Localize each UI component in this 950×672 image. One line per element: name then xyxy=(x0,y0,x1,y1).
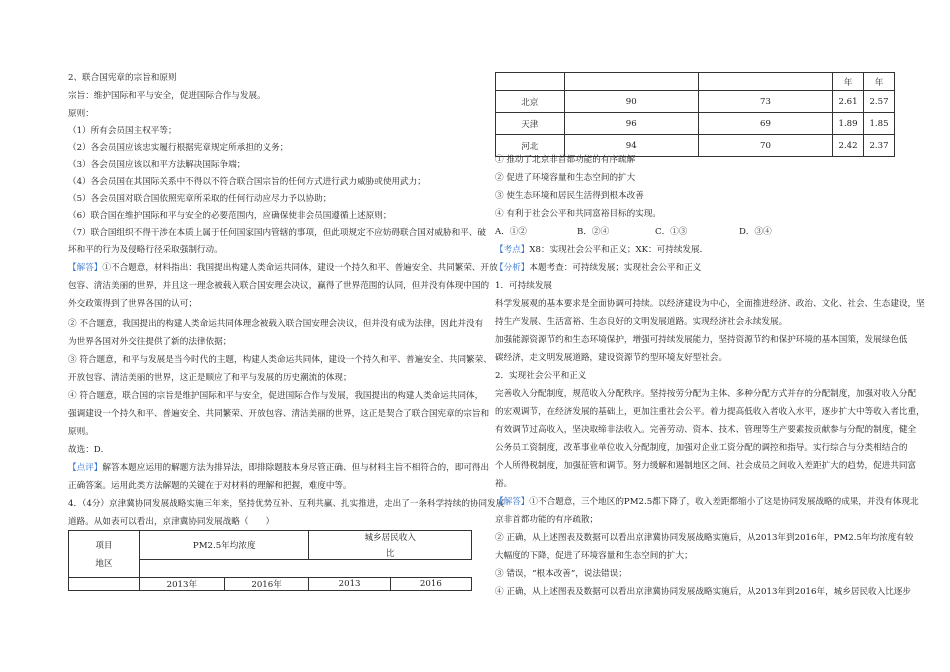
text-line: 持生产发展、生活富裕、生态良好的文明发展道路。实现经济社会永续发展。 xyxy=(495,317,788,327)
text-line: 加强能源资源节约和生态环境保护，增强可持续发展能力，坚持资源节约和保护环境的基本国策，发展绿色低 xyxy=(495,335,908,345)
text-line: 开放包容、清洁美丽的世界，这正是顺应了和平与发展的历史潮流的体现； xyxy=(68,373,352,383)
text-line: 为世界各国对外交往提供了新的法律依据； xyxy=(68,337,232,347)
table-row: 河北 94 70 2.42 2.37 xyxy=(496,135,895,157)
table-head-income: 城乡居民收入 比 xyxy=(309,531,472,560)
text-line: （5）各会员国对联合国依照宪章所采取的任何行动应尽力予以协助； xyxy=(68,194,332,204)
text-line: 正确答案。运用此类方法解题的关键在于对材料的理解和把握，难度中等。 xyxy=(68,481,352,491)
fenxi-line xyxy=(495,262,701,274)
table-head-year: 年 xyxy=(864,73,895,91)
table-head-pm: PM2.5年均浓度 xyxy=(140,531,309,560)
text-line: 碳经济，走文明发展道路，建设资源节约型环境友好型社会。 xyxy=(495,353,728,363)
answer-label: 【解答】 xyxy=(68,263,103,273)
table-year-2013: 2013年 xyxy=(140,578,225,591)
text-line: ③ 错误，“根本改善”，说法错误； xyxy=(495,569,627,579)
text-line: 外交政策得到了世界各国的认可； xyxy=(68,299,197,309)
text-line: 大幅度的下降，促进了环境容量和生态空间的扩大； xyxy=(495,551,693,561)
text-line: （3）各会员国应该以和平方法解决国际争端； xyxy=(68,160,246,170)
text-line: （7）联合国组织不得干涉在本质上属于任何国家国内管辖的事项，但此项规定不应妨碍联合国对威胁和平、破 xyxy=(68,228,486,238)
fenxi-text: 本题考查：可持续发展；实现社会公平和正义 xyxy=(529,263,702,273)
kaodian-text: X8：实现社会公平和正义；XK：可持续发展． xyxy=(529,245,709,255)
table-head-item: 项目 地区 xyxy=(69,531,140,578)
comment-label: 【点评】 xyxy=(68,463,103,473)
text-line: 包容、清洁美丽的世界，并且这一理念被载入联合国安理会决议，赢得了世界范围的认同，但并没有体现中国的 xyxy=(68,281,490,291)
text-line: （4）各会员国在其国际关系中不得以不符合联合国宗旨的任何方式进行武力威胁或使用武力； xyxy=(68,177,426,187)
table-row: 天津 96 69 1.89 1.85 xyxy=(496,113,895,135)
question-line: 4．（4分）京津冀协同发展战略实施三年来，坚持优势互补、互利共赢、扎实推进，走出了一条科学持续的协同发展 xyxy=(68,499,505,509)
table-head-year: 年 xyxy=(833,73,864,91)
text-line: 的宏观调节，在经济发展的基础上，更加注重社会公平。着力提高低收入者收入水平，逐步扩大中等收入者比重， xyxy=(495,407,925,417)
text-line: 强调建设一个持久和平、普遍安全、共同繁荣、开放包容、清洁美丽的世界，这正是契合了联合国宪章的宗旨和 xyxy=(68,409,490,419)
text-line: 2．实现社会公平和正义 xyxy=(495,371,587,381)
text-line: 故选：D． xyxy=(68,445,110,455)
choice-b: B．②④ xyxy=(577,227,610,237)
table-short-2016: 2016 xyxy=(390,578,471,591)
text-line: （1）所有会员国主权平等； xyxy=(68,126,177,136)
kaodian-line xyxy=(495,244,708,256)
text-line: 1．可持续发展 xyxy=(495,281,553,291)
text-line: 2、联合国宪章的宗旨和原则 xyxy=(68,73,177,83)
table-row: 北京 90 73 2.61 2.57 xyxy=(496,91,895,113)
text-line: 完善收入分配制度，规范收入分配秩序。坚持按劳分配为主体、多种分配方式并存的分配制度，加强对收入分配 xyxy=(495,389,917,399)
text-line: 道路。从如表可以看出，京津冀协同发展战略（ ） xyxy=(68,517,275,527)
text-line: 宗旨：维护国际和平与安全，促进国际合作与发展。 xyxy=(68,91,266,101)
text-line: （6）联合国在维护国际和平与安全的必要范围内，应确保使非会员国遵循上述原则； xyxy=(68,211,392,221)
option-line: ③ 使生态环境和居民生活得到根本改善 xyxy=(495,191,644,201)
text-line: 裕。 xyxy=(495,479,513,489)
comment-text: 解答本题应运用的解题方法为排异法，即排除题肢本身尽管正确、但与材料主旨不相符合的，即可得出 xyxy=(102,463,490,473)
choice-a: A．①② xyxy=(495,227,527,237)
text-line: ② 正确，从上述图表及数据可以看出京津冀协同发展战略实施后，从2013年到2016年，PM2.5年均浓度有较 xyxy=(495,533,914,543)
comment-line xyxy=(68,462,489,474)
text-line: 坏和平的行为及侵略行径采取强制行动。 xyxy=(68,245,223,255)
option-line: ① 推动了北京非首都功能的有序疏解 xyxy=(495,155,636,165)
text-line: （2）各会员国应该忠实履行根据宪章规定所承担的义务； xyxy=(68,143,289,153)
answer-text: ①不合题意，三个地区的PM2.5都下降了，收入差距都缩小了这是协同发展战略的成果，并没有体现北 xyxy=(529,497,919,507)
table-short-2013: 2013 xyxy=(309,578,390,591)
choice-c: C．①③ xyxy=(655,227,688,237)
text-line: 原则。 xyxy=(68,427,94,437)
text-line: ④ 正确，从上述图表及数据可以看出京津冀协同发展战略实施后，从2013年到2016年，城乡居民收入比逐步 xyxy=(495,587,912,597)
option-line: ④ 有利于社会公平和共同富裕目标的实现。 xyxy=(495,209,662,219)
choice-d: D．③④ xyxy=(739,227,772,237)
text-line: ③ 符合题意，和平与发展是当今时代的主题，构建人类命运共同体，建设一个持久和平、普遍安全、共同繁荣、 xyxy=(68,355,492,365)
text-line: 京非首都功能的有序疏散； xyxy=(495,515,599,525)
pm25-table-bottom xyxy=(495,72,895,157)
fenxi-label: 【分析】 xyxy=(495,263,530,273)
text-line: 公务员工资制度，改革事业单位收入分配制度，加强对企业工资分配的调控和指导。实行综合与分类相结合的 xyxy=(495,443,908,453)
text-line: 科学发展观的基本要求是全面协调可持续。以经济建设为中心，全面推进经济、政治、文化、社会、生态建设，坚 xyxy=(495,299,925,309)
answer-line xyxy=(68,262,498,274)
text-line: ④ 符合题意，联合国的宗旨是维护国际和平与安全，促进国际合作与发展，我国提出的构建人类命运共同体， xyxy=(68,391,484,401)
answer-text: ①不合题意，材料指出：我国提出构建人类命运共同体，建设一个持久和平、普遍安全、共同繁荣、开放 xyxy=(102,263,498,273)
answer-line xyxy=(495,496,919,508)
text-line: ② 不合题意，我国提出的构建人类命运共同体理念被载入联合国安理会决议，但并没有成为法律，因此并没有 xyxy=(68,319,484,329)
table-year-2016: 2016年 xyxy=(224,578,309,591)
text-line: 个人所得税制度，加强征管和调节。努力缓解和遏制地区之间、社会成员之间收入差距扩大的趋势，促进共同富 xyxy=(495,461,917,471)
pm25-table-top xyxy=(68,530,472,591)
text-line: 有效调节过高收入，坚决取缔非法收入。完善劳动、资本、技术、管理等生产要素按贡献参与分配的制度，健全 xyxy=(495,425,917,435)
option-line: ② 促进了环境容量和生态空间的扩大 xyxy=(495,173,636,183)
answer-label: 【解答】 xyxy=(495,497,530,507)
kaodian-label: 【考点】 xyxy=(495,245,530,255)
text-line: 原则： xyxy=(68,109,94,119)
